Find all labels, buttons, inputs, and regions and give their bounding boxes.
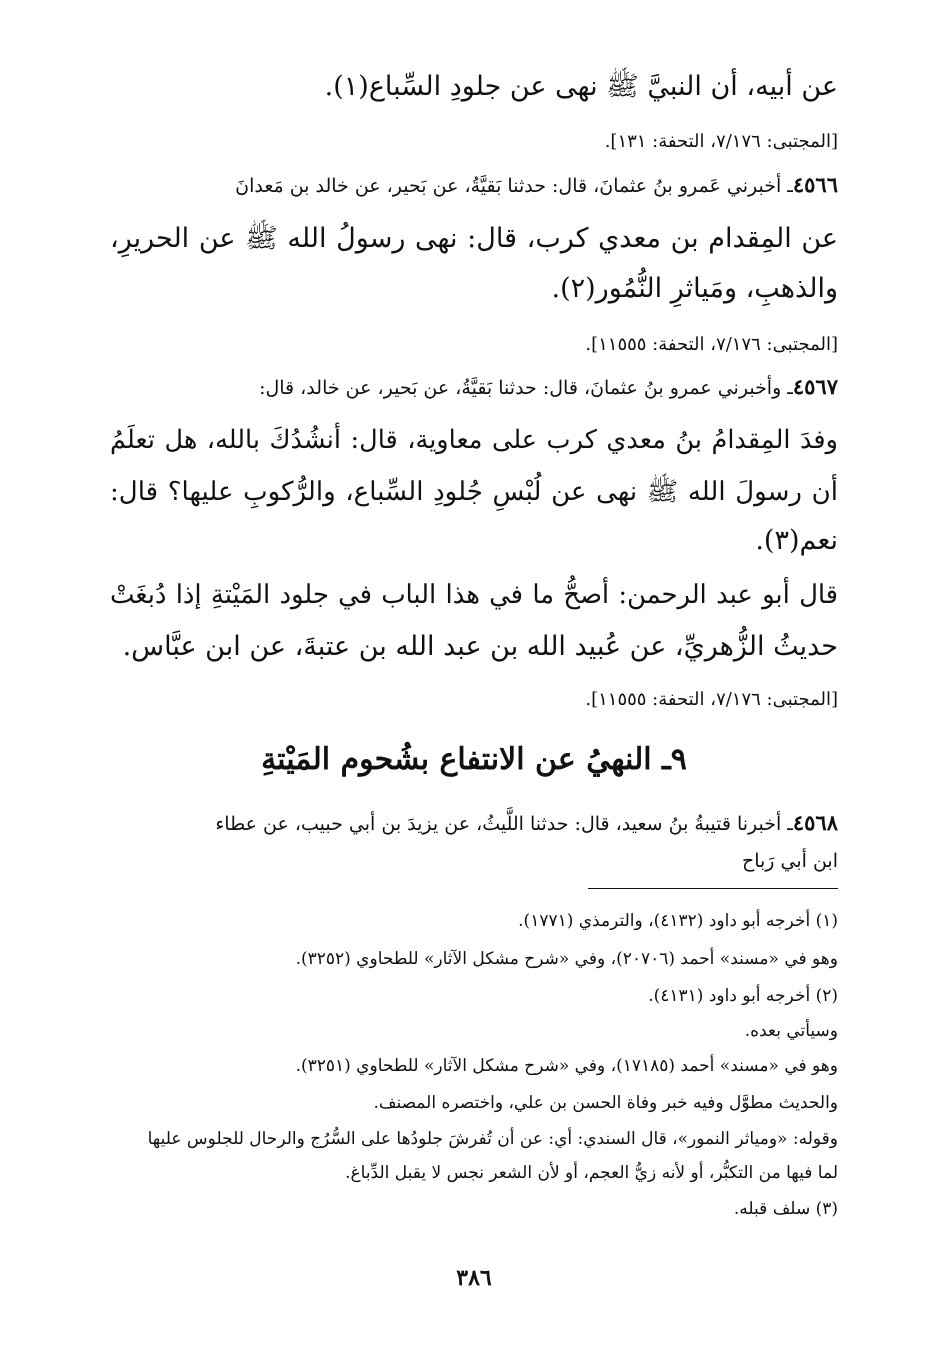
text-line-6: نعم(٣). xyxy=(755,525,838,556)
footnote-line: وهو في «مسند» أحمد (١٧١٨٥)، وفي «شرح مشكل الآثار» للطحاوي (٣٢٥١). xyxy=(295,1056,838,1076)
footnote-line: والحديث مطوَّل وفيه خبر وفاة الحسن بن علي، واختصره المصنف. xyxy=(373,1093,838,1113)
hadith-number: ٤٥٦٨ xyxy=(792,810,838,835)
reference-line-1: [المجتبى: ٧/١٧٦، التحفة: ١٣١]. xyxy=(604,131,838,152)
hadith-number: ٤٥٦٦ xyxy=(792,172,838,197)
footnote-separator xyxy=(588,888,838,889)
text-line-4: وفدَ المِقدامُ بنُ معدي كرب على معاوية، قال: أنشُدُكَ بالله، هل تعلَمُ xyxy=(110,425,838,455)
chapter-heading: ٩ـ النهيُ عن الانتفاع بشُحوم المَيْتةِ xyxy=(261,742,687,777)
text-line-5: أن رسولَ الله ﷺ نهى عن لُبْسِ جُلودِ السِّباع، والرُّكوبِ عليها؟ قال: xyxy=(110,477,838,507)
reference-line-3: [المجتبى: ٧/١٧٦، التحفة: ١١٥٥٥]. xyxy=(585,689,838,710)
footnote-line: وقوله: «ومياثر النمور»، قال السندي: أي: عن أن تُفرشَ جلودُها على السُّرُج والرحال للجلوس عليها xyxy=(147,1129,838,1149)
footnote-line: (٢) أخرجه أبو داود (٤١٣١). xyxy=(648,986,838,1006)
hadith-isnad: ـ أخبرنا قتيبةُ بنُ سعيد، قال: حدثنا اللَّيثُ، عن يزيدَ بن أبي حبيب، عن عطاء xyxy=(215,813,793,835)
hadith-4568 xyxy=(110,810,838,837)
footnote-line: لما فيها من التكبُّر، أو لأنه زيُّ العجم، أو لأن الشعر نجس لا يقبل الدِّباغ. xyxy=(345,1163,838,1183)
footnote-line: وسيأتي بعده. xyxy=(744,1021,838,1041)
hadith-number: ٤٥٦٧ xyxy=(792,374,838,399)
hadith-4566 xyxy=(110,172,838,199)
text-line-9: ابن أبي رَباح xyxy=(741,850,838,872)
page-number: ٣٨٦ xyxy=(456,1265,492,1291)
hadith-4567 xyxy=(110,374,838,401)
text-line-7: قال أبو عبد الرحمن: أصحُّ ما في هذا الباب في جلود المَيْتةِ إذا دُبغَتْ xyxy=(110,580,838,610)
text-line-1: عن أبيه، أن النبيَّ ﷺ نهى عن جلودِ السِّباع(١). xyxy=(324,71,838,102)
reference-line-2: [المجتبى: ٧/١٧٦، التحفة: ١١٥٥٥]. xyxy=(585,334,838,355)
text-line-2: عن المِقدام بن معدي كرب، قال: نهى رسولُ الله ﷺ عن الحريرِ، xyxy=(110,223,838,254)
footnote-line: وهو في «مسند» أحمد (٢٠٧٠٦)، وفي «شرح مشكل الآثار» للطحاوي (٣٢٥٢). xyxy=(295,949,838,969)
text-line-3: والذهبِ، ومَياثرِ النُّمُور(٢). xyxy=(551,273,838,304)
footnote-line: (١) أخرجه أبو داود (٤١٣٢)، والترمذي (١٧٧١). xyxy=(518,911,838,931)
text-line-8: حديثُ الزُّهريِّ، عن عُبيد الله بن عبد الله بن عتبةَ، عن ابن عبَّاس. xyxy=(122,631,838,662)
hadith-isnad: ـ أخبرني عَمرو بنُ عثمانَ، قال: حدثنا بَقيَّةُ، عن بَحير، عن خالد بن مَعدانَ xyxy=(235,175,793,197)
footnote-line: (٣) سلف قبله. xyxy=(733,1199,838,1219)
hadith-isnad: ـ وأخبرني عمرو بنُ عثمانَ، قال: حدثنا بَقيَّةُ، عن بَحير، عن خالد، قال: xyxy=(259,377,793,399)
